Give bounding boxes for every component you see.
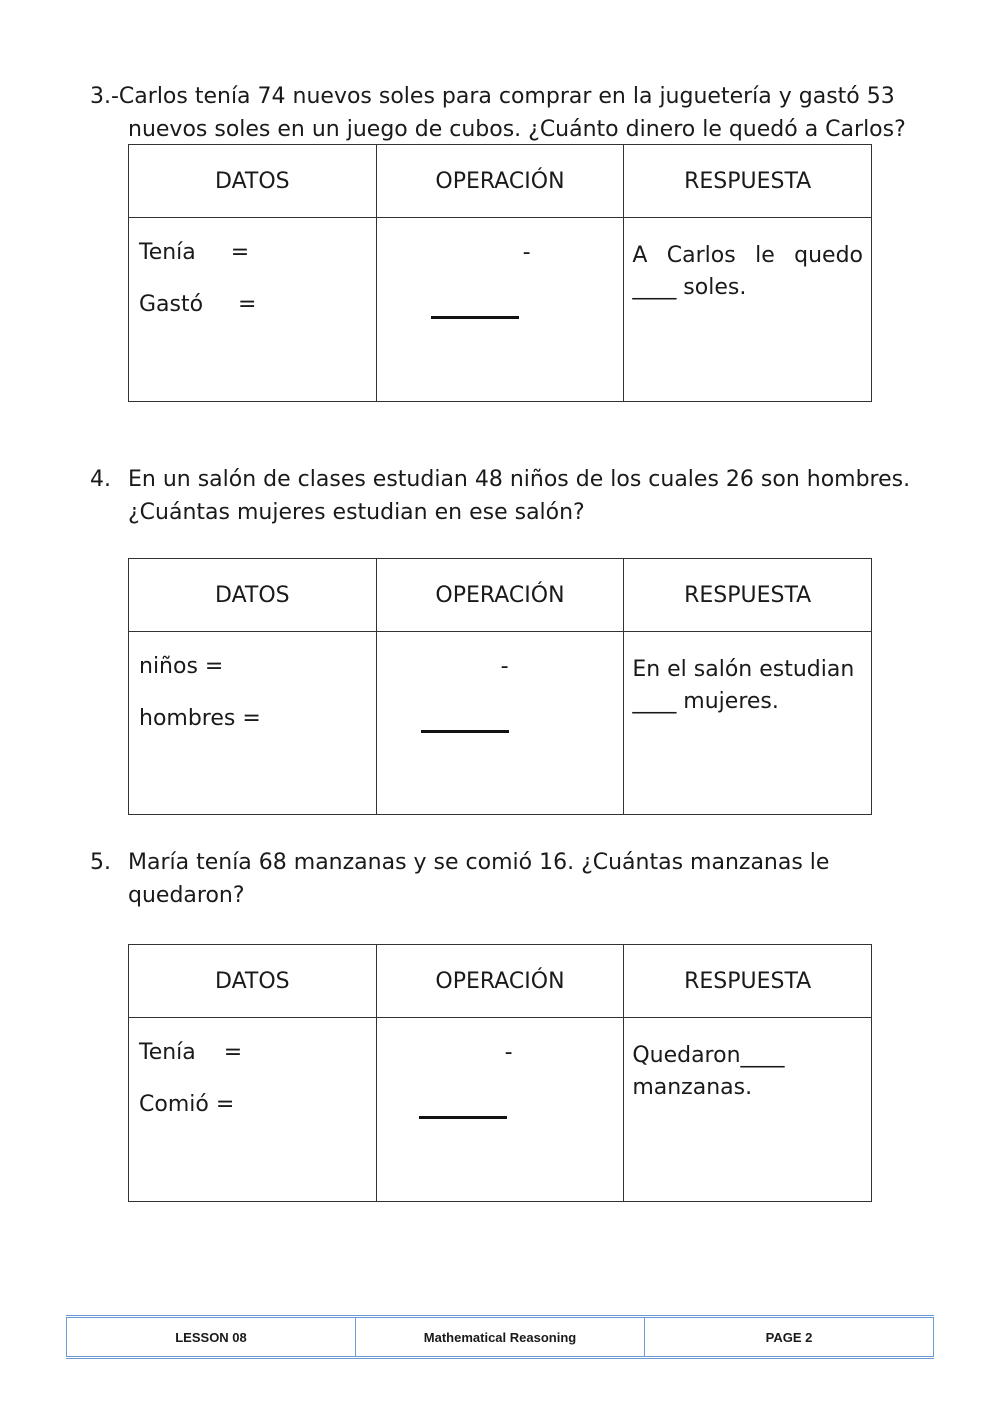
problem-3-table: [128, 144, 872, 402]
datos-cell[interactable]: [129, 632, 377, 815]
datos-line-1: Tenía =: [139, 240, 250, 265]
problem-4-table: [128, 558, 872, 815]
datos-line-1: niños =: [139, 654, 224, 679]
datos-line-2: Gastó =: [139, 292, 257, 317]
minus-sign: -: [504, 1040, 513, 1065]
response-cell[interactable]: [624, 1018, 872, 1202]
footer-subject: Mathematical Reasoning: [356, 1318, 645, 1356]
problem-5-table: [128, 944, 872, 1202]
response-text: Quedaron____ manzanas.: [632, 1043, 785, 1100]
header-respuesta: RESPUESTA: [624, 559, 872, 632]
response-text: A Carlos le quedo ____ soles.: [632, 243, 863, 300]
problem-3-line-1: 3.-Carlos tenía 74 nuevos soles para comprar en la juguetería y gastó 53: [90, 84, 895, 109]
operation-underline: [419, 1116, 507, 1119]
problem-4-statement: [90, 463, 920, 529]
problem-5-number: 5.: [90, 850, 111, 875]
footer-page: PAGE 2: [645, 1318, 934, 1356]
operation-underline: [421, 730, 509, 733]
datos-line-2: hombres =: [139, 706, 261, 731]
minus-sign: -: [500, 654, 509, 679]
datos-cell[interactable]: [129, 1018, 377, 1202]
problem-5-statement: [90, 846, 920, 912]
problem-5-text: María tenía 68 manzanas y se comió 16. ¿Cuántas manzanas le quedaron?: [128, 850, 830, 908]
header-respuesta: RESPUESTA: [624, 945, 872, 1018]
response-text: En el salón estudian ____ mujeres.: [632, 657, 855, 714]
header-operacion: OPERACIÓN: [376, 145, 624, 218]
header-datos: DATOS: [129, 945, 377, 1018]
header-datos: DATOS: [129, 145, 377, 218]
header-respuesta: RESPUESTA: [624, 145, 872, 218]
footer-lesson: LESSON 08: [67, 1318, 356, 1356]
operation-cell[interactable]: [376, 218, 624, 402]
operation-underline: [431, 316, 519, 319]
problem-3-statement: [90, 80, 910, 146]
header-operacion: OPERACIÓN: [376, 945, 624, 1018]
problem-4-text: En un salón de clases estudian 48 niños de los cuales 26 son hombres. ¿Cuántas mujeres estudian en ese salón?: [128, 467, 911, 525]
page-footer: [66, 1315, 934, 1359]
response-cell[interactable]: [624, 632, 872, 815]
problem-4-number: 4.: [90, 467, 111, 492]
response-cell[interactable]: [624, 218, 872, 402]
datos-line-1: Tenía =: [139, 1040, 243, 1065]
problem-3-line-2: nuevos soles en un juego de cubos. ¿Cuánto dinero le quedó a Carlos?: [128, 117, 906, 142]
datos-line-2: Comió =: [139, 1092, 235, 1117]
datos-cell[interactable]: [129, 218, 377, 402]
operation-cell[interactable]: [376, 632, 624, 815]
header-datos: DATOS: [129, 559, 377, 632]
operation-cell[interactable]: [376, 1018, 624, 1202]
minus-sign: -: [522, 240, 531, 265]
header-operacion: OPERACIÓN: [376, 559, 624, 632]
